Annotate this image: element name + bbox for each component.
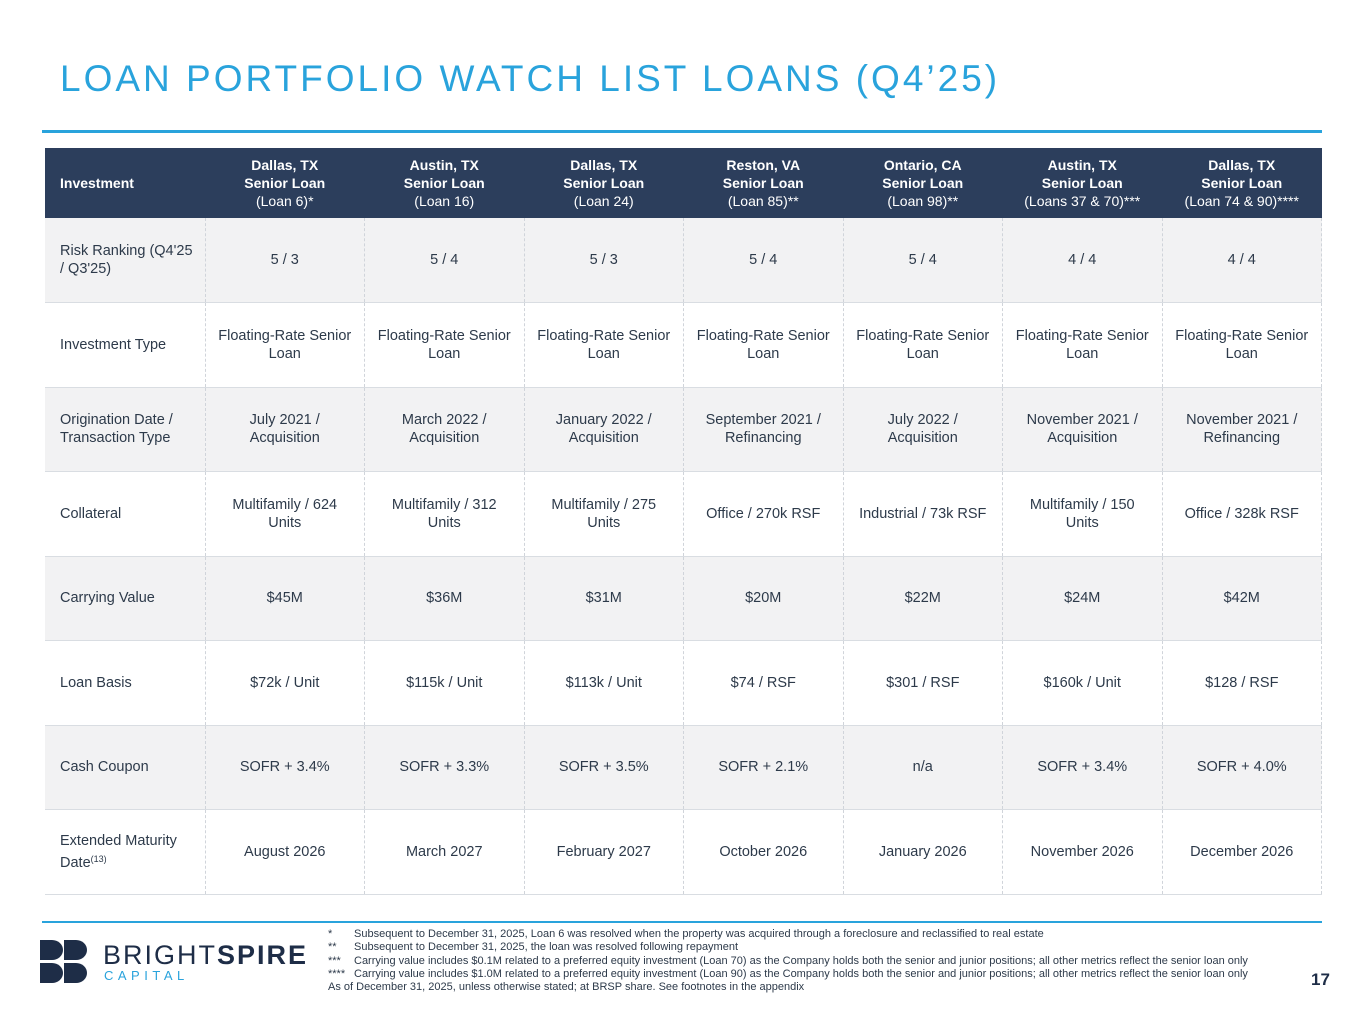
table-cell: $31M bbox=[524, 556, 684, 641]
table-cell: $22M bbox=[843, 556, 1003, 641]
table-cell: Industrial / 73k RSF bbox=[843, 472, 1003, 557]
header-column: Austin, TX Senior Loan (Loans 37 & 70)*** bbox=[1003, 148, 1163, 218]
header-investment: Investment bbox=[45, 148, 205, 218]
watch-list-table bbox=[45, 148, 1322, 895]
brightspire-logo bbox=[40, 940, 309, 985]
table-cell: Floating-Rate Senior Loan bbox=[684, 303, 844, 388]
table-cell: Office / 328k RSF bbox=[1162, 472, 1322, 557]
header-column: Dallas, TX Senior Loan (Loan 74 & 90)**** bbox=[1162, 148, 1322, 218]
table-cell: 5 / 4 bbox=[843, 218, 1003, 303]
footer-divider bbox=[42, 921, 1322, 923]
table-cell: $113k / Unit bbox=[524, 641, 684, 726]
table-row bbox=[45, 810, 1322, 895]
table-cell: SOFR + 3.5% bbox=[524, 725, 684, 810]
table-cell: $160k / Unit bbox=[1003, 641, 1163, 726]
table-cell: 4 / 4 bbox=[1162, 218, 1322, 303]
brand-subtitle: CAPITAL bbox=[104, 968, 189, 983]
footnote-ref: (13) bbox=[90, 853, 107, 864]
table-row bbox=[45, 556, 1322, 641]
footnote: * Subsequent to December 31, 2025, Loan 6 was resolved when the property was acquired through a foreclosure and reclassified to real estate bbox=[328, 928, 1044, 940]
table-cell: 5 / 3 bbox=[205, 218, 365, 303]
table-cell: SOFR + 3.4% bbox=[205, 725, 365, 810]
table-cell: October 2026 bbox=[684, 810, 844, 895]
table-cell: Multifamily / 624 Units bbox=[205, 472, 365, 557]
table-cell: SOFR + 4.0% bbox=[1162, 725, 1322, 810]
table-cell: December 2026 bbox=[1162, 810, 1322, 895]
table-cell: $45M bbox=[205, 556, 365, 641]
table-cell: March 2022 / Acquisition bbox=[365, 387, 525, 472]
table-cell: Multifamily / 275 Units bbox=[524, 472, 684, 557]
header-column: Ontario, CA Senior Loan (Loan 98)** bbox=[843, 148, 1003, 218]
table-cell: July 2021 / Acquisition bbox=[205, 387, 365, 472]
row-label: Investment Type bbox=[45, 303, 205, 388]
table-cell: n/a bbox=[843, 725, 1003, 810]
page-number: 17 bbox=[1311, 970, 1330, 989]
table-cell: 5 / 3 bbox=[524, 218, 684, 303]
table-row bbox=[45, 472, 1322, 557]
row-label: Origination Date / Transaction Type bbox=[45, 387, 205, 472]
as-of-note: As of December 31, 2025, unless otherwise stated; at BRSP share. See footnotes in the appendix bbox=[328, 981, 805, 994]
table-cell: Floating-Rate Senior Loan bbox=[843, 303, 1003, 388]
footnote: ** Subsequent to December 31, 2025, the loan was resolved following repayment bbox=[328, 941, 739, 954]
brightspire-mark-icon bbox=[40, 940, 88, 984]
table-cell: Floating-Rate Senior Loan bbox=[365, 303, 525, 388]
table-cell: Multifamily / 150 Units bbox=[1003, 472, 1163, 557]
table-cell: $36M bbox=[365, 556, 525, 641]
table-cell: $20M bbox=[684, 556, 844, 641]
table-cell: $42M bbox=[1162, 556, 1322, 641]
table-cell: January 2022 / Acquisition bbox=[524, 387, 684, 472]
table-header-row bbox=[45, 148, 1322, 218]
table-cell: $301 / RSF bbox=[843, 641, 1003, 726]
header-column: Dallas, TX Senior Loan (Loan 6)* bbox=[205, 148, 365, 218]
table-cell: $72k / Unit bbox=[205, 641, 365, 726]
table-cell: $128 / RSF bbox=[1162, 641, 1322, 726]
table-cell: SOFR + 3.3% bbox=[365, 725, 525, 810]
row-label: Collateral bbox=[45, 472, 205, 557]
table-row bbox=[45, 218, 1322, 303]
table-cell: 5 / 4 bbox=[365, 218, 525, 303]
table-row bbox=[45, 641, 1322, 726]
table-cell: $74 / RSF bbox=[684, 641, 844, 726]
table-cell: Multifamily / 312 Units bbox=[365, 472, 525, 557]
footnote: **** Carrying value includes $1.0M related to a preferred equity investment (Loan 90) as the Company holds both the senior and junior positions; all other metrics reflect the senior loan only bbox=[328, 967, 1248, 980]
table-cell: 4 / 4 bbox=[1003, 218, 1163, 303]
table-cell: 5 / 4 bbox=[684, 218, 844, 303]
row-label: Risk Ranking (Q4'25 / Q3'25) bbox=[45, 218, 205, 303]
table-cell: February 2027 bbox=[524, 810, 684, 895]
header-column: Reston, VA Senior Loan (Loan 85)** bbox=[684, 148, 844, 218]
header-column: Dallas, TX Senior Loan (Loan 24) bbox=[524, 148, 684, 218]
row-label: Cash Coupon bbox=[45, 725, 205, 810]
footnote: *** Carrying value includes $0.1M related to a preferred equity investment (Loan 70) as the Company holds both the senior and junior positions; all other metrics reflect the senior loan only bbox=[328, 954, 1248, 967]
table-cell: November 2021 / Refinancing bbox=[1162, 387, 1322, 472]
table-cell: $24M bbox=[1003, 556, 1163, 641]
table-cell: Floating-Rate Senior Loan bbox=[205, 303, 365, 388]
row-label: Extended Maturity Date$^{(13)}$ bbox=[45, 810, 205, 895]
table-cell: SOFR + 3.4% bbox=[1003, 725, 1163, 810]
table-cell: November 2026 bbox=[1003, 810, 1163, 895]
table-cell: November 2021 / Acquisition bbox=[1003, 387, 1163, 472]
table-cell: Office / 270k RSF bbox=[684, 472, 844, 557]
table-row bbox=[45, 303, 1322, 388]
table-row bbox=[45, 725, 1322, 810]
footnotes bbox=[328, 928, 1303, 994]
table-cell: Floating-Rate Senior Loan bbox=[524, 303, 684, 388]
title-divider bbox=[42, 130, 1322, 133]
table-cell: SOFR + 2.1% bbox=[684, 725, 844, 810]
brand-name: BRIGHTSPIRE bbox=[103, 940, 309, 970]
table-cell: January 2026 bbox=[843, 810, 1003, 895]
table-cell: August 2026 bbox=[205, 810, 365, 895]
table-cell: September 2021 / Refinancing bbox=[684, 387, 844, 472]
row-label: Carrying Value bbox=[45, 556, 205, 641]
table-cell: Floating-Rate Senior Loan bbox=[1003, 303, 1163, 388]
table-cell: March 2027 bbox=[365, 810, 525, 895]
table-cell: $115k / Unit bbox=[365, 641, 525, 726]
header-column: Austin, TX Senior Loan (Loan 16) bbox=[365, 148, 525, 218]
table-cell: Floating-Rate Senior Loan bbox=[1162, 303, 1322, 388]
table-cell: July 2022 / Acquisition bbox=[843, 387, 1003, 472]
page-title: LOAN PORTFOLIO WATCH LIST LOANS (Q4’25) bbox=[60, 58, 1001, 99]
table-row bbox=[45, 387, 1322, 472]
row-label: Loan Basis bbox=[45, 641, 205, 726]
